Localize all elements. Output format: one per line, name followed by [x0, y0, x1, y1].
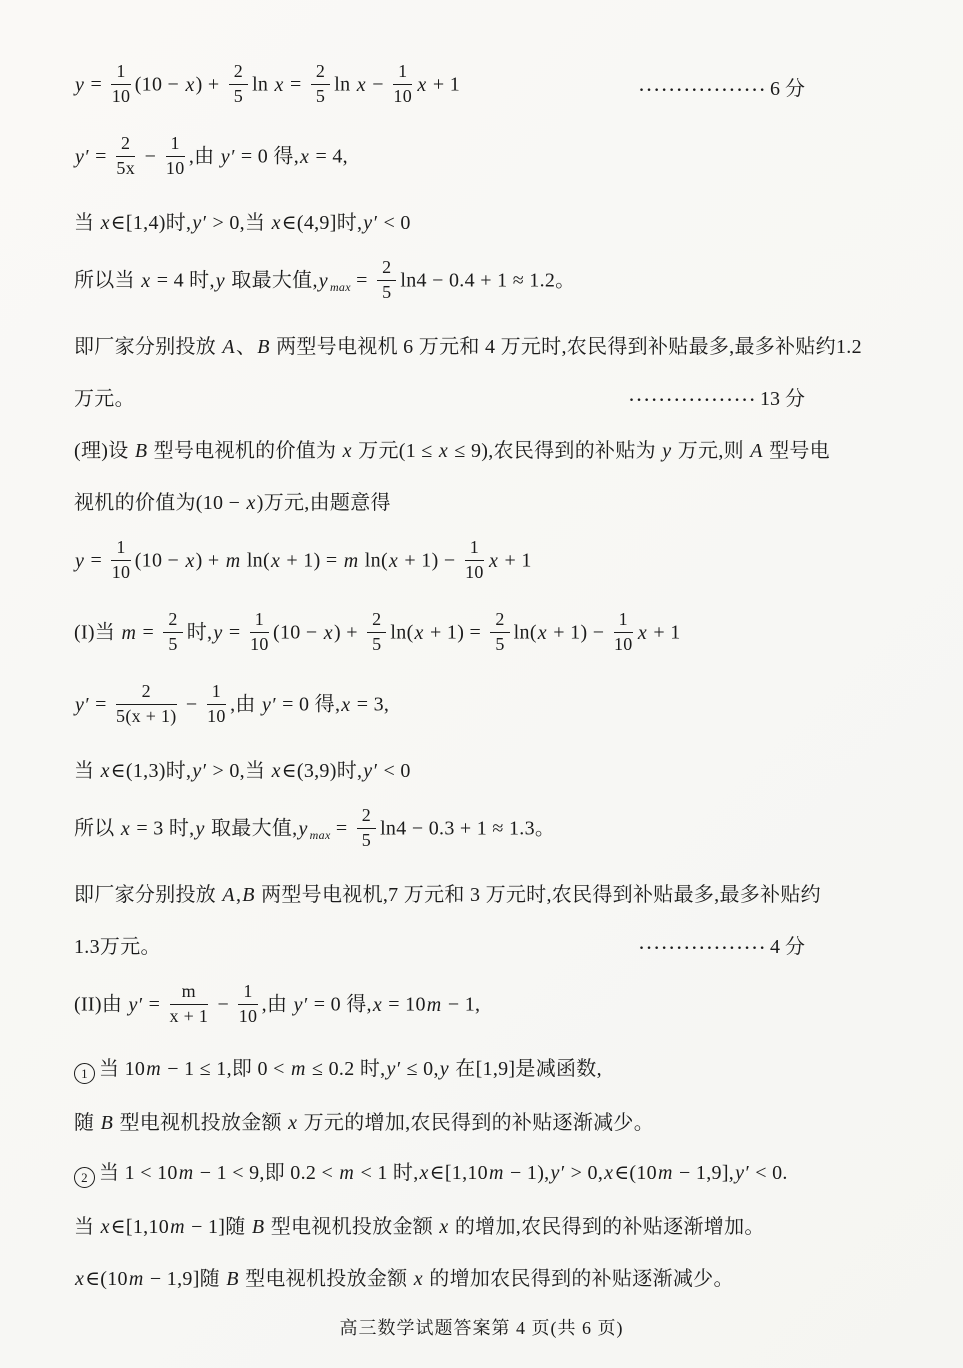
fraction [207, 682, 226, 726]
variable: x [271, 759, 281, 782]
text-run: 型电视机投放金额 [114, 1111, 288, 1134]
fraction-numerator: 1 [166, 134, 185, 156]
variable: m [170, 1215, 185, 1238]
variable: x [489, 549, 499, 572]
variable: m [225, 549, 241, 572]
document-line [74, 1198, 883, 1250]
text-run: 取最大值, [205, 817, 298, 840]
line-content [74, 1156, 883, 1188]
fraction-denominator: 10 [111, 561, 131, 582]
fraction [490, 610, 509, 654]
text-run: + 1 [427, 73, 461, 96]
text-run: ,由 [188, 145, 220, 168]
fraction-denominator: x + 1 [169, 1005, 209, 1026]
text-run: ∈[1,4)时, [110, 211, 192, 234]
text-run: 视机的价值为(10 − [74, 491, 246, 514]
fraction-denominator: 10 [393, 85, 413, 106]
text-run: 、 [235, 335, 257, 358]
fraction-denominator: 10 [250, 633, 269, 654]
fraction [367, 610, 386, 654]
dotted-leader: ················· [628, 391, 757, 409]
fraction-denominator: 10 [207, 705, 226, 726]
variable: y′ [735, 1162, 749, 1184]
score-label: 4 分 [770, 935, 805, 958]
text-run: 所以 [74, 817, 120, 840]
text-run: = 4, [310, 145, 348, 168]
text-run: − 1,9]随 [144, 1267, 226, 1290]
variable: x [341, 693, 351, 716]
variable: x [100, 759, 110, 782]
text-run: 即厂家分别投放 [74, 335, 222, 358]
variable: m [291, 1058, 306, 1080]
variable: y′ [128, 993, 143, 1016]
dotted-leader: ················· [638, 939, 767, 957]
variable: y′ [293, 993, 308, 1016]
fraction [170, 982, 209, 1026]
text-run: − 1 ≤ 1,即 0 < [161, 1058, 290, 1080]
variable: x [388, 549, 399, 572]
fraction [111, 538, 130, 582]
text-run: ) + [195, 549, 225, 572]
fraction-numerator: 1 [111, 62, 130, 84]
variable: x [185, 549, 195, 572]
text-run: 时, [186, 621, 213, 644]
variable: y′ [363, 759, 378, 782]
score-marker [639, 72, 805, 101]
text-run: 所以当 [74, 269, 141, 292]
fraction-numerator: 2 [311, 62, 330, 84]
variable: m [128, 1267, 144, 1290]
document-line [74, 246, 883, 318]
subscripted-variable [297, 818, 330, 840]
line-content [74, 878, 883, 907]
text-run: ∈(1,3)时, [110, 759, 192, 782]
variable: x [414, 621, 424, 644]
score-marker [629, 382, 805, 411]
line-content [74, 805, 883, 852]
document-line [74, 1094, 883, 1146]
variable: A [222, 335, 235, 358]
fraction-denominator: 5(x + 1) [116, 705, 177, 726]
variable: B [242, 883, 255, 906]
variable: y [75, 73, 85, 96]
line-content [74, 133, 883, 180]
fraction-numerator: 1 [207, 682, 226, 704]
variable: x [342, 439, 352, 462]
variable: x [274, 73, 284, 96]
text-run: 两型号电视机 6 万元和 4 万元时,农民得到补贴最多,最多补贴约1.2 [270, 335, 862, 358]
document-line [74, 1146, 883, 1198]
text-run: ln [252, 73, 274, 96]
variable: x [270, 549, 281, 572]
document-line [74, 474, 883, 526]
text-run: − 1 < 9,即 0.2 < [194, 1162, 339, 1184]
variable: x [141, 269, 151, 292]
fraction-numerator: 1 [111, 538, 130, 560]
fraction-denominator: 10 [111, 85, 131, 106]
text-run: 两型号电视机,7 万元和 3 万元时,农民得到补贴最多,最多补贴约 [255, 883, 821, 906]
text-run: − 1]随 [185, 1215, 251, 1238]
line-content [74, 1262, 883, 1291]
variable: y [195, 817, 205, 840]
document-line [74, 526, 883, 598]
text-run: ∈(4,9]时, [281, 211, 363, 234]
line-content [74, 434, 883, 463]
variable: m [657, 1162, 673, 1184]
text-run: = 10 [383, 993, 426, 1016]
text-run: ln( [513, 621, 537, 644]
fraction [614, 610, 633, 654]
fraction-denominator: 10 [165, 157, 185, 178]
fraction-numerator: 1 [393, 62, 412, 84]
fraction-denominator: 10 [238, 1005, 258, 1026]
fraction [229, 62, 248, 106]
variable: x [413, 1267, 423, 1290]
fraction-denominator: 5x [116, 157, 135, 178]
document-line [74, 970, 883, 1042]
fraction-denominator: 5 [233, 85, 244, 106]
text-run: ≤ 0.2 时, [306, 1058, 386, 1080]
text-run: 当 10 [99, 1058, 146, 1080]
document-line [74, 742, 883, 794]
text-run: = 0 得, [276, 693, 341, 716]
variable: x [417, 73, 427, 96]
fraction-denominator: 5 [495, 633, 505, 654]
document-line [74, 918, 883, 970]
fraction [393, 62, 412, 106]
variable: y [75, 549, 85, 572]
circled-number: 2 [74, 1167, 95, 1188]
fraction [250, 610, 269, 654]
variable: x [356, 73, 366, 96]
fraction-numerator: 2 [229, 62, 248, 84]
text-run: − [180, 693, 203, 716]
score-label: 6 分 [770, 77, 805, 100]
text-run: 万元的增加,农民得到的补贴逐渐减少。 [298, 1111, 655, 1134]
line-content [74, 1052, 883, 1084]
variable: x [637, 621, 648, 644]
fraction-numerator: 1 [250, 610, 269, 632]
text-run: − 1,9], [673, 1162, 735, 1184]
text-run: = [350, 269, 374, 292]
document-line [74, 50, 883, 122]
variable: B [226, 1267, 239, 1290]
circled-number: 1 [74, 1063, 95, 1084]
text-run: ∈(3,9)时, [281, 759, 363, 782]
variable: m [488, 1162, 504, 1184]
variable: y′ [220, 145, 235, 168]
variable: y′ [75, 145, 89, 168]
fraction [116, 682, 177, 726]
text-run: 型电视机投放金额 [239, 1267, 413, 1290]
text-run: )万元,由题意得 [256, 491, 391, 514]
fraction-denominator: 5 [168, 633, 178, 654]
variable: x [300, 145, 310, 168]
text-run: ) + [195, 73, 225, 96]
variable: x [419, 1162, 429, 1184]
variable: m [178, 1162, 194, 1184]
text-run: , [235, 883, 242, 906]
text-run: = 0 得, [235, 145, 300, 168]
score-marker [639, 930, 805, 959]
variable: x [271, 211, 281, 234]
text-run: 取最大值, [225, 269, 318, 292]
page-footer: 高三数学试题答案第 4 页(共 6 页) [339, 1318, 624, 1338]
line-content [74, 61, 639, 108]
fraction-numerator: 2 [367, 610, 386, 632]
variable: y [318, 269, 328, 292]
line-content [74, 382, 629, 411]
fraction-numerator: 2 [116, 682, 177, 704]
text-run: + 1 [648, 621, 681, 644]
variable: x [75, 1267, 85, 1290]
variable: A [222, 883, 235, 906]
line-content [74, 330, 883, 359]
variable: y′ [192, 759, 207, 782]
text-run: (10 − [134, 73, 185, 96]
variable: y′ [75, 693, 89, 716]
line-content [74, 537, 883, 584]
fraction-denominator: 5 [361, 829, 372, 850]
variable: x [100, 1215, 110, 1238]
text-run: < 0. [749, 1162, 788, 1184]
fraction-numerator: 2 [357, 806, 376, 828]
text-run: 当 [74, 1215, 100, 1238]
fraction-denominator: 5 [315, 85, 326, 106]
fraction-numerator: 1 [614, 610, 633, 632]
text-run: (理)设 [74, 439, 134, 462]
variable: y′ [262, 693, 276, 716]
variable: x [439, 1215, 449, 1238]
line-content [74, 257, 883, 304]
fraction-numerator: 2 [377, 258, 396, 280]
text-run: − 1, [442, 993, 481, 1016]
text-run: = [137, 621, 160, 644]
line-content [74, 486, 883, 515]
variable: y [213, 621, 223, 644]
text-run: = [89, 145, 113, 168]
fraction-numerator: 1 [465, 538, 484, 560]
text-run: 当 [74, 759, 100, 782]
text-run: − [212, 993, 235, 1016]
fraction [311, 62, 330, 106]
line-content [74, 930, 639, 959]
text-run: 型号电视机的价值为 [148, 439, 342, 462]
text-run: 型电视机投放金额 [265, 1215, 439, 1238]
variable: m [121, 621, 137, 644]
text-run: < 0 [378, 211, 411, 234]
variable: x [120, 817, 131, 840]
document-line [74, 598, 883, 670]
text-run: ln( [359, 549, 388, 572]
subscript: max [309, 827, 331, 842]
text-run: ln4 − 0.4 + 1 ≈ 1.2。 [400, 269, 576, 292]
text-run: 随 [74, 1111, 100, 1134]
text-run: 万元,则 [672, 439, 750, 462]
text-run: ln( [241, 549, 270, 572]
text-run: + 1) = [281, 549, 343, 572]
line-content [74, 681, 883, 728]
fraction-denominator: 10 [465, 561, 484, 582]
text-run: ) + [333, 621, 364, 644]
text-run: − 1), [504, 1162, 550, 1184]
text-run: ∈(10 [614, 1162, 657, 1184]
text-run: ,由 [261, 993, 293, 1016]
variable: x [185, 73, 195, 96]
text-run: ∈(10 [85, 1267, 128, 1290]
line-content [74, 1106, 883, 1135]
score-label: 13 分 [760, 387, 805, 410]
document-line [74, 370, 883, 422]
document-line [74, 318, 883, 370]
text-run: − [366, 73, 390, 96]
text-run: ,由 [230, 693, 261, 716]
text-run: ln4 − 0.3 + 1 ≈ 1.3。 [380, 817, 556, 840]
variable: x [604, 1162, 614, 1184]
fraction [111, 62, 130, 106]
document-line [74, 1042, 883, 1094]
text-run: = [330, 817, 353, 840]
text-run: > 0,当 [207, 211, 271, 234]
fraction-denominator: 10 [613, 633, 633, 654]
text-run: 当 1 < 10 [99, 1162, 178, 1184]
variable: y′ [550, 1162, 565, 1184]
variable: y [439, 1058, 449, 1080]
text-run: ∈[1,10 [429, 1162, 488, 1184]
fraction [238, 982, 257, 1026]
text-run: > 0,当 [207, 759, 271, 782]
text-run: 1.3万元。 [74, 935, 161, 958]
text-run: < 1 时, [355, 1162, 419, 1184]
line-content [74, 754, 883, 783]
text-run: ∈[1,10 [110, 1215, 170, 1238]
text-run: = [85, 549, 108, 572]
document-line [74, 866, 883, 918]
variable: x [246, 491, 256, 514]
text-run: + 1) − [399, 549, 461, 572]
fraction [116, 134, 135, 178]
line-content [74, 206, 883, 235]
text-run: = [89, 693, 113, 716]
variable: x [438, 439, 449, 462]
fraction [357, 806, 376, 850]
fraction-numerator: 1 [238, 982, 257, 1004]
variable: x [288, 1111, 298, 1134]
variable: m [146, 1058, 161, 1080]
variable: B [134, 439, 148, 462]
fraction [465, 538, 484, 582]
fraction-numerator: 2 [163, 610, 182, 632]
fraction-numerator: 2 [490, 610, 509, 632]
document-line [74, 422, 883, 474]
fraction-denominator: 5 [382, 281, 392, 302]
text-run: = 3 时, [131, 817, 195, 840]
text-run: (II)由 [74, 993, 128, 1016]
line-content [74, 609, 883, 656]
text-run: (10 − [134, 549, 185, 572]
fraction-numerator: m [170, 982, 209, 1004]
text-run: ≤ 0, [401, 1058, 439, 1080]
text-run: − [139, 145, 162, 168]
text-run: 型号电 [763, 439, 830, 462]
text-run: 的增加,农民得到的补贴逐渐增加。 [449, 1215, 765, 1238]
text-run: = [223, 621, 246, 644]
text-run: = 3, [351, 693, 390, 716]
variable: m [339, 1162, 355, 1184]
variable: y [215, 269, 225, 292]
text-run: ≤ 9),农民得到的补贴为 [449, 439, 662, 462]
text-run: 即厂家分别投放 [74, 883, 222, 906]
variable: y′ [363, 211, 378, 234]
text-run: 当 [74, 211, 100, 234]
variable: m [426, 993, 442, 1016]
fraction-denominator: 5 [372, 633, 382, 654]
subscript: max [329, 279, 351, 294]
variable: x [100, 211, 110, 234]
variable: y [662, 439, 672, 462]
variable: x [537, 621, 547, 644]
text-run: + 1 [499, 549, 532, 572]
variable: m [343, 549, 359, 572]
text-run: + 1) − [547, 621, 610, 644]
text-run: (I)当 [74, 621, 121, 644]
text-run: < 0 [378, 759, 411, 782]
document-line [74, 194, 883, 246]
text-run: + 1) = [424, 621, 487, 644]
fraction [377, 258, 396, 302]
text-run: 在[1,9]是减函数, [449, 1058, 602, 1080]
fraction [163, 610, 182, 654]
text-run: > 0, [565, 1162, 604, 1184]
variable: y [298, 817, 308, 840]
variable: B [257, 335, 270, 358]
text-run: ln( [390, 621, 414, 644]
variable: B [251, 1215, 265, 1238]
text-run: (10 − [273, 621, 323, 644]
text-run: 的增加农民得到的补贴逐渐减少。 [423, 1267, 734, 1290]
text-run: 万元(1 ≤ [352, 439, 438, 462]
text-run: ln [334, 73, 356, 96]
fraction [166, 134, 185, 178]
dotted-leader: ················· [638, 81, 767, 99]
line-content [74, 981, 883, 1028]
document-line [74, 794, 883, 866]
text-run: = 0 得, [308, 993, 372, 1016]
document-line [74, 1250, 883, 1302]
text-run: = [85, 73, 108, 96]
line-content [74, 1210, 883, 1239]
variable: y′ [192, 211, 207, 234]
text-run: 万元。 [74, 387, 135, 410]
document-line [74, 670, 883, 742]
text-run: = [143, 993, 166, 1016]
variable: x [372, 993, 382, 1016]
fraction-numerator: 2 [116, 134, 135, 156]
variable: x [323, 621, 333, 644]
variable: y′ [386, 1058, 401, 1080]
subscripted-variable [318, 270, 351, 292]
variable: B [100, 1111, 114, 1134]
text-run: = 4 时, [151, 269, 215, 292]
text-run: = [284, 73, 307, 96]
document-line [74, 122, 883, 194]
variable: A [750, 439, 763, 462]
